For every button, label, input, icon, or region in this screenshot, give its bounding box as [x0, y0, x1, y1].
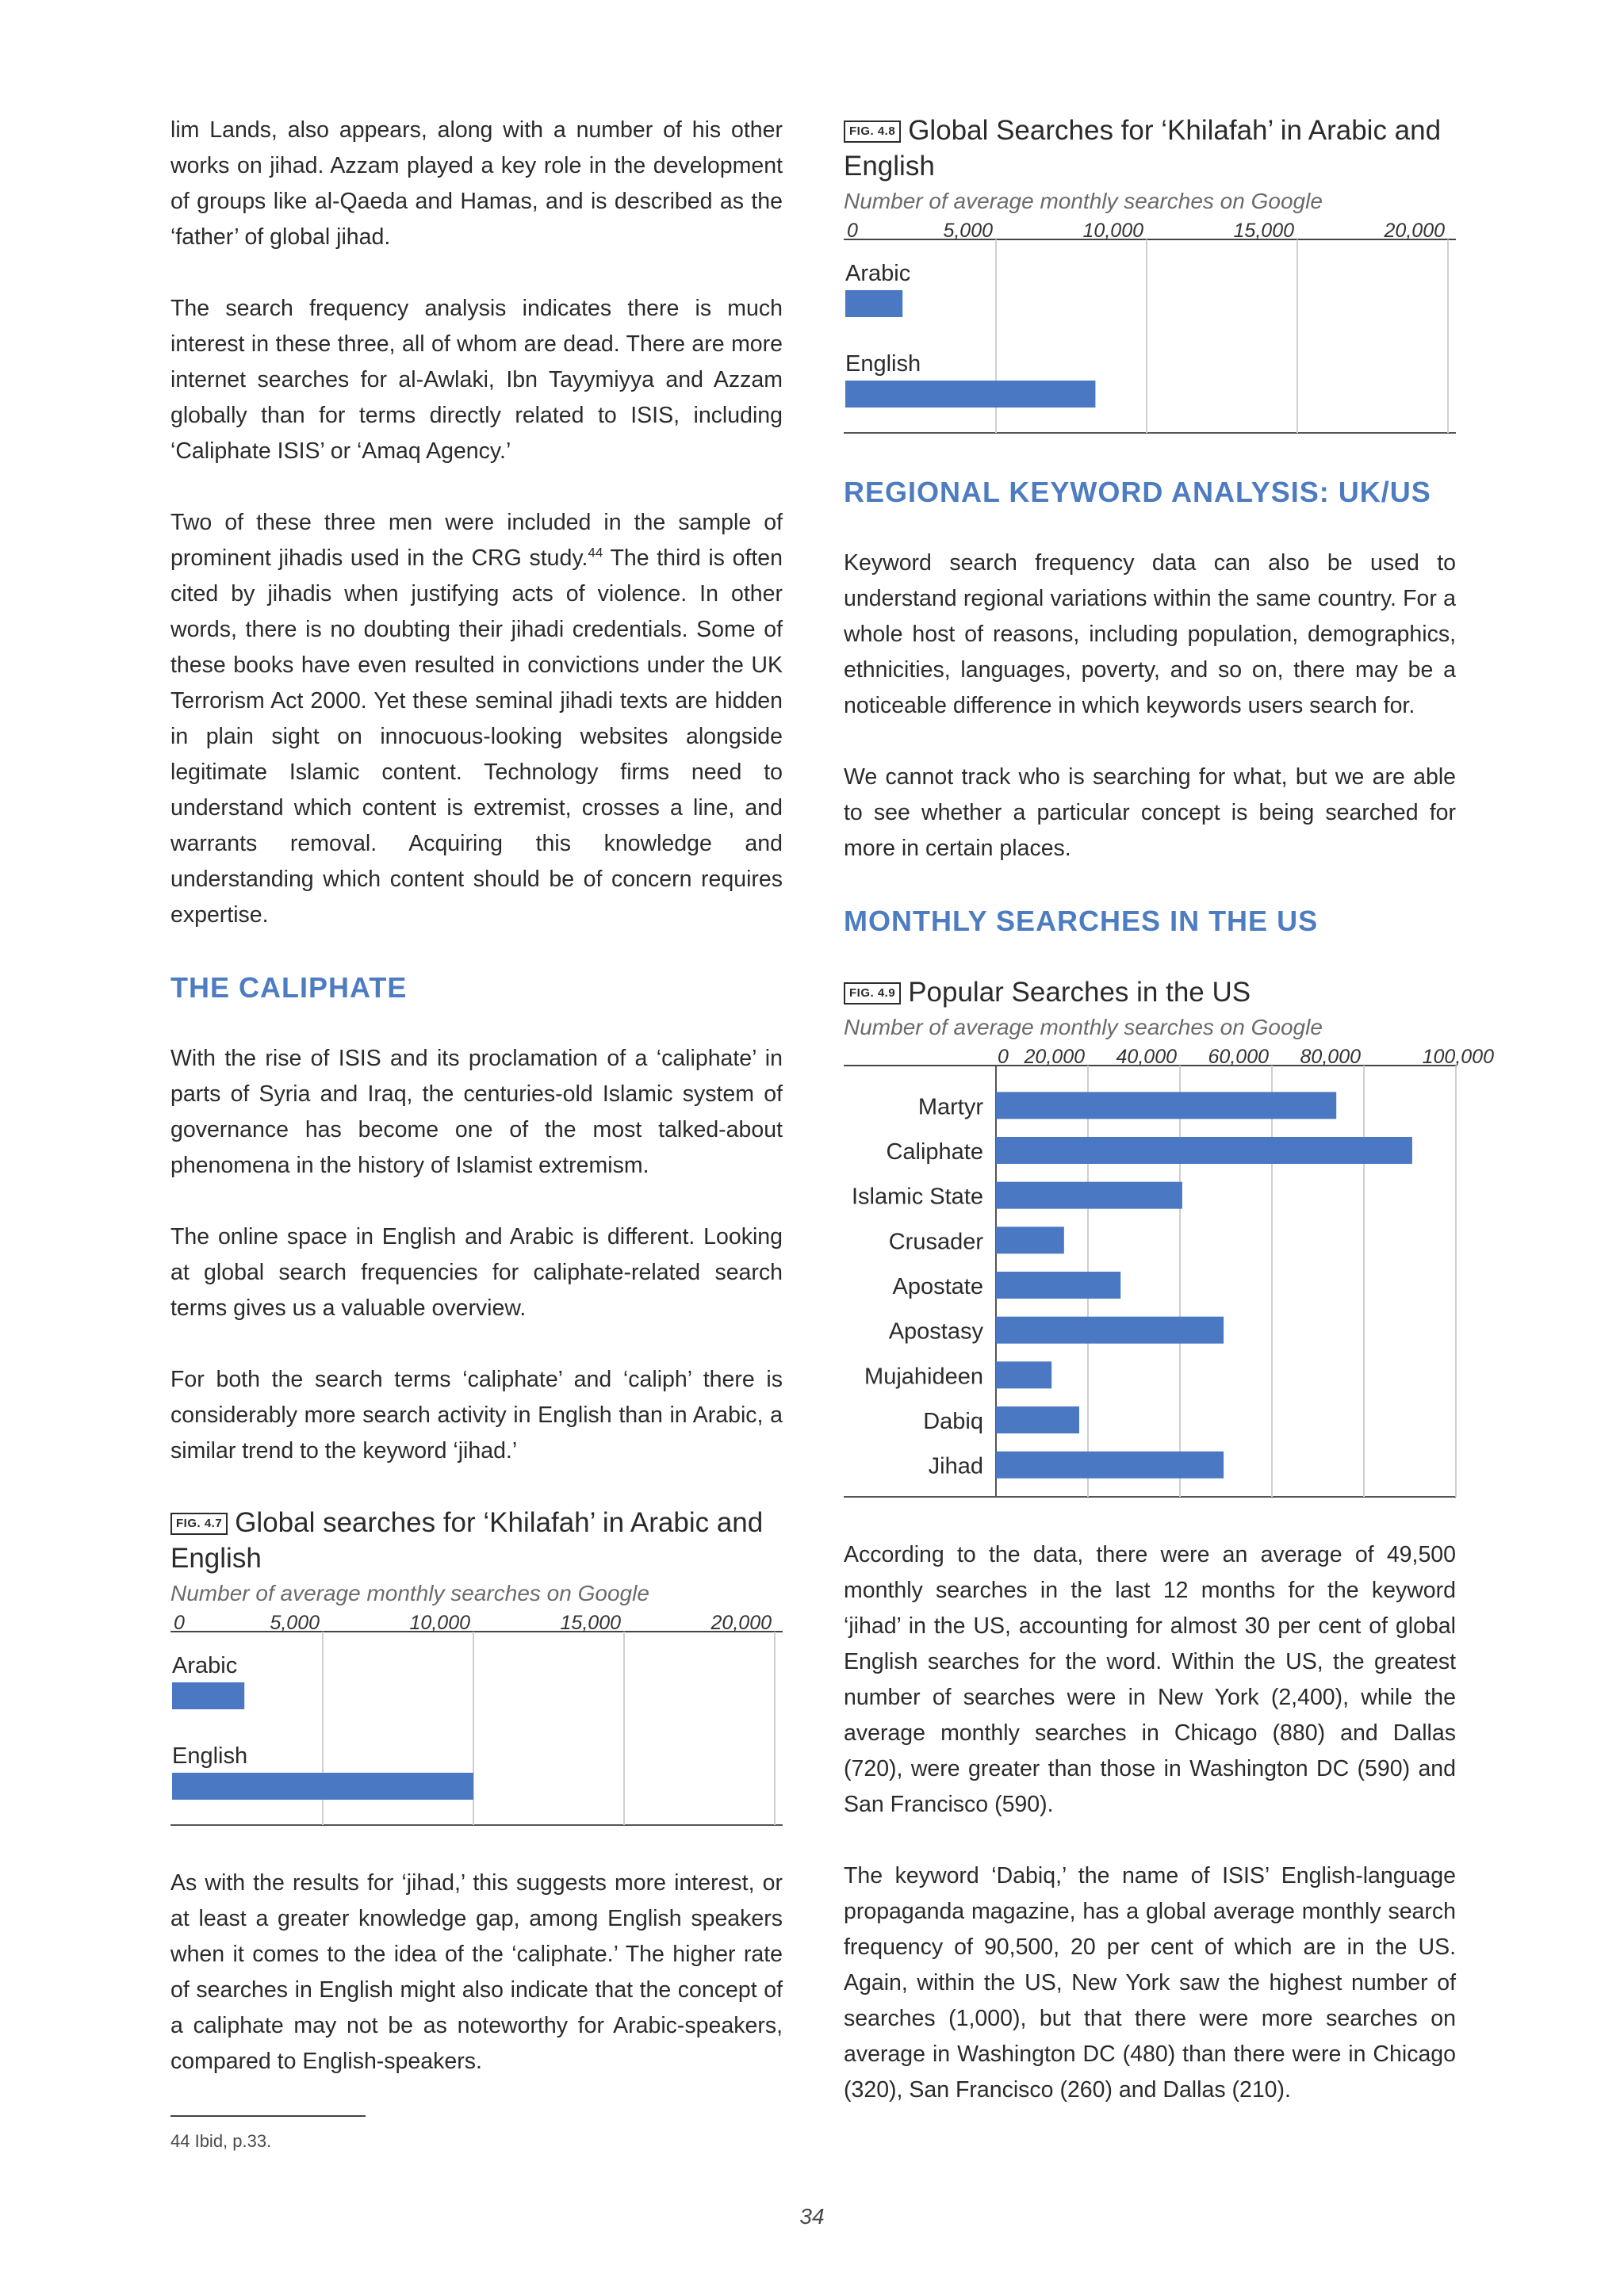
figure-4-8-tag: FIG. 4.8 — [844, 121, 901, 143]
fig49-category-label: Jihad — [928, 1453, 983, 1479]
fig47-tick-label: 10,000 — [409, 1612, 470, 1634]
figure-4-8 — [844, 113, 1456, 438]
heading-the-caliphate: THE CALIPHATE — [170, 971, 408, 1004]
fig48-tick-label: 20,000 — [1384, 220, 1445, 242]
figure-4-7-subtitle: Number of average monthly searches on Google — [170, 1581, 649, 1605]
left-paragraph-3 — [170, 505, 783, 933]
fig49-category-label: Caliphate — [886, 1139, 983, 1165]
fig49-tick-label: 100,000 — [1422, 1046, 1494, 1068]
page-number: 34 — [799, 2204, 825, 2229]
figure-4-9-subtitle: Number of average monthly searches on Google — [844, 1015, 1323, 1039]
fig47-category-label: English — [172, 1743, 248, 1769]
figure-4-8-title-block — [844, 113, 1456, 184]
fig48-tick-label: 10,000 — [1082, 220, 1143, 242]
fig49-category-label: Mujahideen — [864, 1364, 983, 1390]
fig49-tick-label: 20,000 — [1024, 1046, 1085, 1068]
left-paragraph-4: With the rise of ISIS and its proclamation of a ‘caliphate’ in parts of Syria and Iraq, the centuries-old Islamic system of governance has become one of the most talked-about phenomena in the history of Islamist extremism. — [170, 1046, 783, 1178]
fig49-bar — [996, 1137, 1412, 1164]
fig49-bar — [996, 1182, 1182, 1209]
fig47-bar — [172, 1773, 473, 1800]
figure-4-9-tag: FIG. 4.9 — [844, 982, 901, 1004]
fig48-bar — [845, 381, 1095, 408]
footnote-divider — [170, 2115, 366, 2117]
figure-4-7-title: Global searches for ‘Khilafah’ in Arabic and English — [170, 1507, 764, 1574]
left-paragraph-2: The search frequency analysis indicates there is much interest in these three, all of whom are dead. There are more internet searches for al-Awlaki, Ibn Tayymiyya and Azzam globally than for terms directly related to ISIS, including ‘Caliphate ISIS’ or ‘Amaq Agency.’ — [170, 296, 783, 464]
heading-regional-keyword-analysis: REGIONAL KEYWORD ANALYSIS: UK/US — [844, 476, 1431, 508]
fig47-tick-label: 15,000 — [560, 1612, 621, 1634]
fig47-tick-label: 20,000 — [710, 1612, 772, 1634]
left-paragraph-5: The online space in English and Arabic is different. Looking at global search frequencies for caliphate-related search terms gives us a valuable overview. — [170, 1224, 783, 1321]
fig49-category-label: Islamic State — [852, 1184, 983, 1210]
fig49-tick-label: 80,000 — [1300, 1046, 1361, 1068]
footnote-44: 44 Ibid, p.33. — [170, 2131, 272, 2151]
fig49-bar — [996, 1317, 1224, 1344]
figure-4-7-tag: FIG. 4.7 — [170, 1513, 228, 1535]
right-column — [844, 113, 1494, 2144]
footnote-reference[interactable]: 44 — [588, 545, 603, 561]
figure-4-9-chart — [844, 1046, 1494, 1502]
figure-4-9-title-block — [844, 974, 1456, 1010]
fig49-bar — [996, 1406, 1079, 1433]
fig48-tick-label: 5,000 — [943, 220, 993, 242]
fig49-category-label: Crusader — [888, 1229, 983, 1255]
fig49-bar — [996, 1272, 1120, 1299]
fig48-tick-label: 0 — [847, 220, 858, 242]
fig47-bar — [172, 1682, 244, 1709]
right-paragraph-4: The keyword ‘Dabiq,’ the name of ISIS’ English-language propaganda magazine, has a global average monthly search frequency of 90,500, 20 per cent of which are in the US. Again, within the US, New York saw the highest number of searches (1,000), but that there were more searches on average in Washington DC (480) than there were in Chicago (320), San Francisco (260) and Dallas (210). — [844, 1863, 1456, 2103]
fig49-category-label: Martyr — [917, 1094, 983, 1120]
fig49-category-label: Apostasy — [888, 1318, 983, 1345]
fig47-tick-label: 0 — [174, 1612, 185, 1634]
fig49-tick-label: 0 — [998, 1046, 1009, 1068]
left-paragraph-6: For both the search terms ‘caliphate’ and ‘caliph’ there is considerably more search activity in English than in Arabic, a similar trend to the keyword ‘jihad.’ — [170, 1367, 783, 1464]
left-paragraph-3-part-a: Two of these three men were included in the sample of prominent jihadis used in the CRG study. — [170, 510, 783, 571]
fig48-category-label: Arabic — [845, 261, 911, 286]
right-paragraph-2: We cannot track who is searching for what, but we are able to see whether a particular concept is being searched for more in certain places. — [844, 764, 1456, 861]
fig48-bar — [845, 290, 902, 317]
figure-4-8-title: Global Searches for ‘Khilafah’ in Arabic and English — [844, 115, 1442, 182]
heading-monthly-searches-us: MONTHLY SEARCHES IN THE US — [844, 905, 1319, 937]
fig48-tick-label: 15,000 — [1233, 220, 1294, 242]
figure-4-8-subtitle: Number of average monthly searches on Google — [844, 189, 1323, 213]
fig47-category-label: Arabic — [172, 1653, 238, 1678]
fig49-tick-label: 60,000 — [1208, 1046, 1269, 1068]
figure-4-9-title: Popular Searches in the US — [908, 977, 1251, 1008]
fig49-bar — [996, 1226, 1064, 1253]
figure-4-7-chart — [170, 1612, 783, 1830]
left-paragraph-7: As with the results for ‘jihad,’ this suggests more interest, or at least a greater knowledge gap, among English speakers when it comes to the idea of the ‘caliphate.’ The higher rate of searches in English might also indicate that the concept of a caliphate may not be as noteworthy for Arabic-speakers, compared to English-speakers. — [170, 1870, 783, 2074]
fig49-bar — [996, 1361, 1051, 1388]
right-paragraph-3: According to the data, there were an average of 49,500 monthly searches in the last 12 months for the keyword ‘jihad’ in the US, accounting for almost 30 per cent of global English searches for the word. Within the US, the greatest number of searches were in New York (2,400), while the average monthly searches in Chicago (880) and Dallas (720), were greater than those in Washington DC (590) and San Francisco (590). — [844, 1542, 1456, 1817]
figure-4-7 — [170, 1505, 783, 1830]
right-paragraph-1: Keyword search frequency data can also be used to understand regional variations within the same country. For a whole host of reasons, including population, demographics, ethnicities, languages, poverty, and so on, there may be a noticeable difference in which keywords users search for. — [844, 550, 1456, 718]
left-paragraph-3-part-b: The third is often cited by jihadis when justifying acts of violence. In other words, there is no doubting their jihadi credentials. Some of these books have even resulted in convictions under the UK Terrorism Act 2000. Yet these seminal jihadi texts are hidden in plain sight on innocuous-looking websites alongside legitimate Islamic content. Technology firms need to understand which content is extremist, crosses a line, and warrants removal. Acquiring this knowledge and understanding which content should be of concern requires expertise. — [170, 545, 783, 928]
fig49-tick-label: 40,000 — [1116, 1046, 1177, 1068]
figure-4-7-title-block — [170, 1505, 783, 1576]
fig49-bar — [996, 1452, 1224, 1479]
fig48-category-label: English — [845, 351, 921, 377]
figure-4-8-chart — [844, 220, 1456, 438]
fig47-tick-label: 5,000 — [270, 1612, 320, 1634]
left-column — [170, 113, 783, 2152]
fig49-bar — [996, 1092, 1336, 1119]
left-paragraph-1: lim Lands, also appears, along with a number of his other works on jihad. Azzam played a key role in the development of groups like al-Qaeda and Hamas, and is described as the ‘father’ of global jihad. — [170, 117, 783, 250]
fig49-category-label: Dabiq — [923, 1409, 983, 1434]
fig49-category-label: Apostate — [892, 1274, 983, 1299]
figure-4-9 — [844, 974, 1494, 1502]
